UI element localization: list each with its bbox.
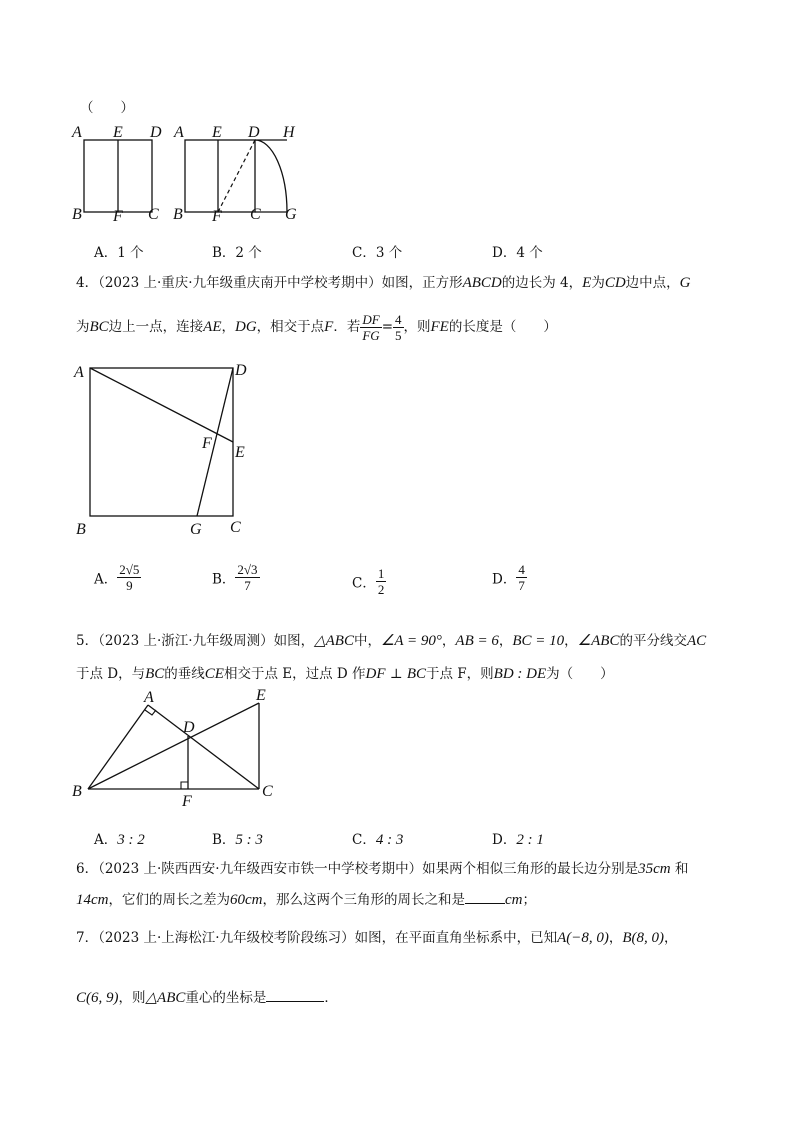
arc-dg [255, 140, 287, 212]
q6-answer-blank[interactable] [465, 902, 505, 904]
segment-be [88, 703, 259, 789]
label-D: D [235, 362, 247, 379]
label-F: F [212, 208, 222, 225]
q5-option-d[interactable]: D．2 : 1 [492, 832, 544, 848]
segment-ab [88, 705, 148, 789]
q5-option-b[interactable]: B．5 : 3 [212, 832, 263, 848]
q4-option-c[interactable]: C． $\frac{1}{2}$ [352, 566, 385, 597]
label-C: C [230, 519, 241, 536]
q5-stem-line1: 5．（2023 上·浙江·九年级周测）如图，△ABC中，∠A = 90°，AB = 6，BC = 10，∠ABC的平分线交AC [76, 633, 707, 649]
q7-stem-line1: 7．（2023 上·上海松江·九年级校考阶段练习）如图，在平面直角坐标系中，已知A(−8, 0)，B(8, 0)， [76, 930, 678, 946]
segment-df-dashed [218, 140, 255, 212]
q4-option-d[interactable]: D． $\frac{4}{7}$ [492, 562, 525, 593]
label-B: B [76, 521, 86, 538]
q3-figure-1 [70, 122, 170, 225]
q3-answer-paren: （ ） [80, 100, 134, 116]
right-angle-f [181, 782, 188, 789]
label-E: E [113, 124, 123, 141]
label-A: A [144, 689, 154, 706]
q6-stem-line2: 14cm，它们的周长之差为60cm，那么这两个三角形的周长之和是 cm； [76, 892, 536, 908]
label-H: H [283, 124, 295, 141]
q3-option-d[interactable]: D．4 个 [492, 245, 543, 261]
segment-ae [90, 368, 233, 442]
label-A: A [72, 124, 82, 141]
label-G: G [190, 521, 202, 538]
label-C: C [148, 206, 159, 223]
label-F: F [202, 435, 212, 452]
q4-option-a[interactable]: A． $\frac{2√5}{9}$ [94, 562, 140, 593]
fraction-4-5: $\frac{4}{5}$ [395, 312, 402, 343]
fraction-df-fg: $\frac{DF}{FG}$ [362, 312, 380, 343]
q7-stem-line2: C(6, 9)，则△ABC重心的坐标是 ． [76, 990, 338, 1006]
q4-stem-line2: 为BC边上一点，连接AE，DG，相交于点F．若 $\frac{DF}{FG}$ = $\frac{4}{5}$ ，则FE的长度是（ ） [76, 312, 557, 343]
label-F: F [182, 793, 192, 810]
label-A: A [74, 364, 84, 381]
q4-figure [70, 360, 260, 540]
label-D: D [183, 719, 195, 736]
label-C: C [262, 783, 273, 800]
label-B: B [72, 206, 82, 223]
label-E: E [256, 687, 266, 704]
label-B: B [173, 206, 183, 223]
q5-stem-line2: 于点 D，与BC的垂线CE相交于点 E，过点 D 作DF ⊥ BC于点 F，则BD : DE为（ ） [76, 666, 614, 682]
label-G: G [285, 206, 297, 223]
q7-answer-blank[interactable] [266, 1000, 324, 1002]
rectangle-abcd [185, 140, 255, 212]
q3-option-b[interactable]: B．2 个 [212, 245, 262, 261]
q4-stem-line1: 4．（2023 上·重庆·九年级重庆南开中学校考期中）如图，正方形ABCD的边长为 4，E为CD边中点，G [76, 275, 691, 291]
q3-option-c[interactable]: C．3 个 [352, 245, 403, 261]
label-E: E [212, 124, 222, 141]
segment-ac [148, 705, 259, 789]
label-D: D [248, 124, 260, 141]
label-A: A [174, 124, 184, 141]
q5-option-a[interactable]: A．3 : 2 [94, 832, 145, 848]
q4-option-b[interactable]: B． $\frac{2√3}{7}$ [212, 562, 258, 593]
label-D: D [150, 124, 162, 141]
label-C: C [250, 206, 261, 223]
q3-figure-2 [172, 122, 312, 225]
label-B: B [72, 783, 82, 800]
q3-option-a[interactable]: A．1 个 [94, 245, 144, 261]
q6-stem-line1: 6．（2023 上·陕西西安·九年级西安市铁一中学校考期中）如果两个相似三角形的最长边分别是35cm 和 [76, 861, 689, 877]
label-E: E [235, 444, 245, 461]
q5-option-c[interactable]: C．4 : 3 [352, 832, 404, 848]
q5-figure [68, 688, 288, 813]
label-F: F [113, 208, 123, 225]
right-angle-a [145, 710, 156, 715]
